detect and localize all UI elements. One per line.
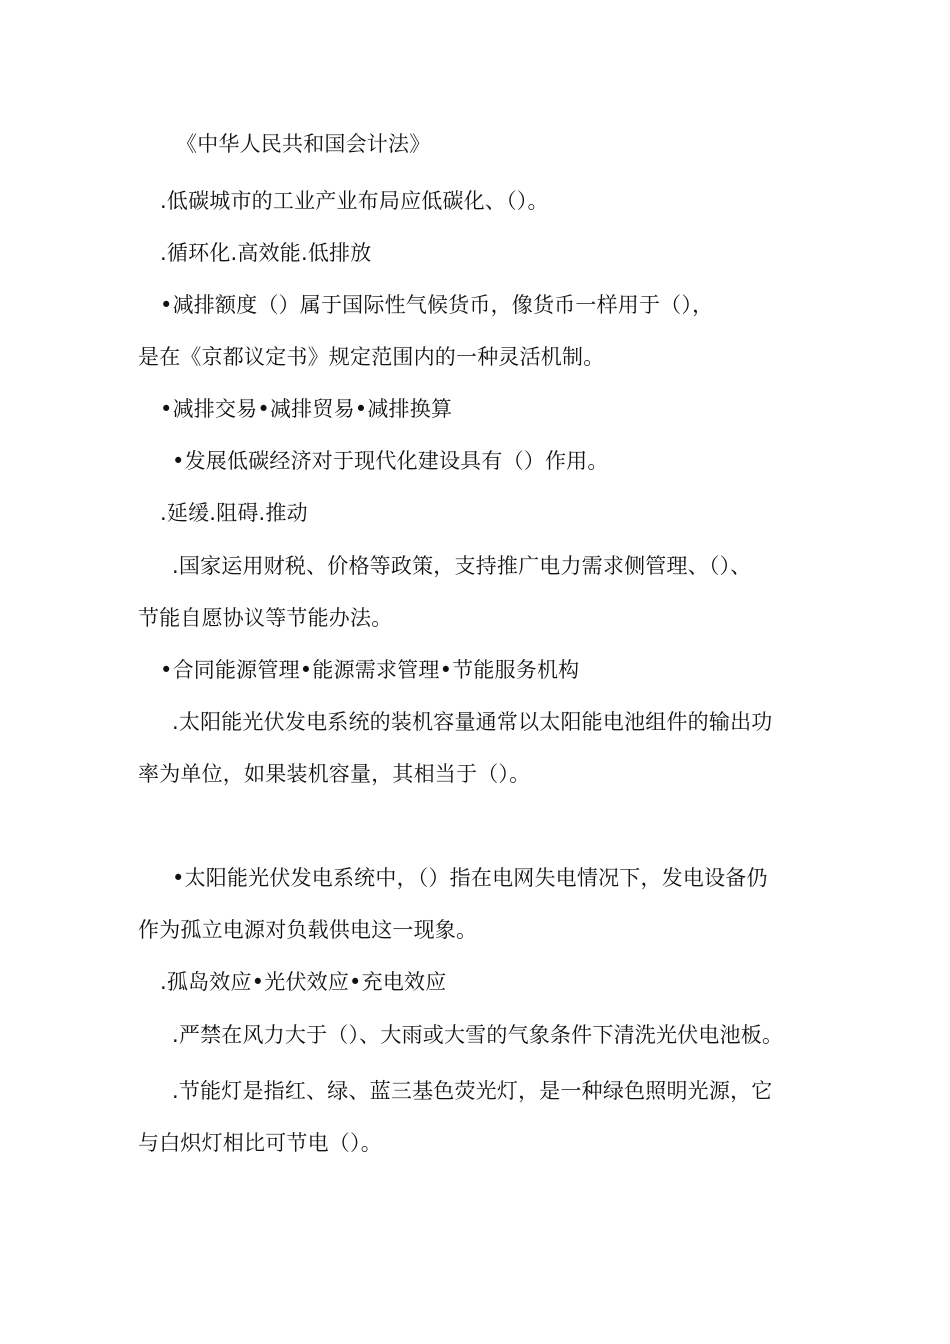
text-line-q1: .低碳城市的工业产业布局应低碳化、（）。: [160, 189, 549, 213]
text-line-q6-options: .孤岛效应•光伏效应•充电效应: [160, 970, 447, 994]
text-line-q2-options: •减排交易•减排贸易•减排换算: [160, 397, 453, 421]
text-line-q6-cont: 作为孤立电源对负载供电这一现象。: [138, 918, 478, 942]
text-line-q3: •发展低碳经济对于现代化建设具有（）作用。: [172, 449, 609, 473]
text-line-q8: .节能灯是指红、绿、蓝三基色荧光灯，是一种绿色照明光源，它: [172, 1079, 773, 1103]
text-line-q6: •太阳能光伏发电系统中，（）指在电网失电情况下，发电设备仍: [172, 866, 768, 890]
text-line-q1-options: .循环化.高效能.低排放: [160, 241, 372, 265]
text-line-q3-options: .延缓.阻碍.推动: [160, 501, 308, 525]
text-line-q5: .太阳能光伏发电系统的装机容量通常以太阳能电池组件的输出功: [172, 710, 773, 734]
text-line-q2: •减排额度（）属于国际性气候货币，像货币一样用于（），: [160, 293, 714, 317]
text-line-law-title: 《中华人民共和国会计法》: [176, 132, 431, 156]
text-line-q4-options: •合同能源管理•能源需求管理•节能服务机构: [160, 658, 580, 682]
text-line-q7: .严禁在风力大于（）、大雨或大雪的气象条件下清洗光伏电池板。: [172, 1023, 784, 1047]
text-line-q5-cont: 率为单位，如果装机容量，其相当于（）。: [138, 762, 531, 786]
text-line-q8-cont: 与白炽灯相比可节电（）。: [138, 1131, 382, 1155]
text-line-q4-cont: 节能自愿协议等节能办法。: [138, 606, 393, 630]
text-line-q2-cont: 是在《京都议定书》规定范围内的一种灵活机制。: [138, 345, 605, 369]
text-line-q4: .国家运用财税、价格等政策，支持推广电力需求侧管理、（）、: [172, 554, 752, 578]
